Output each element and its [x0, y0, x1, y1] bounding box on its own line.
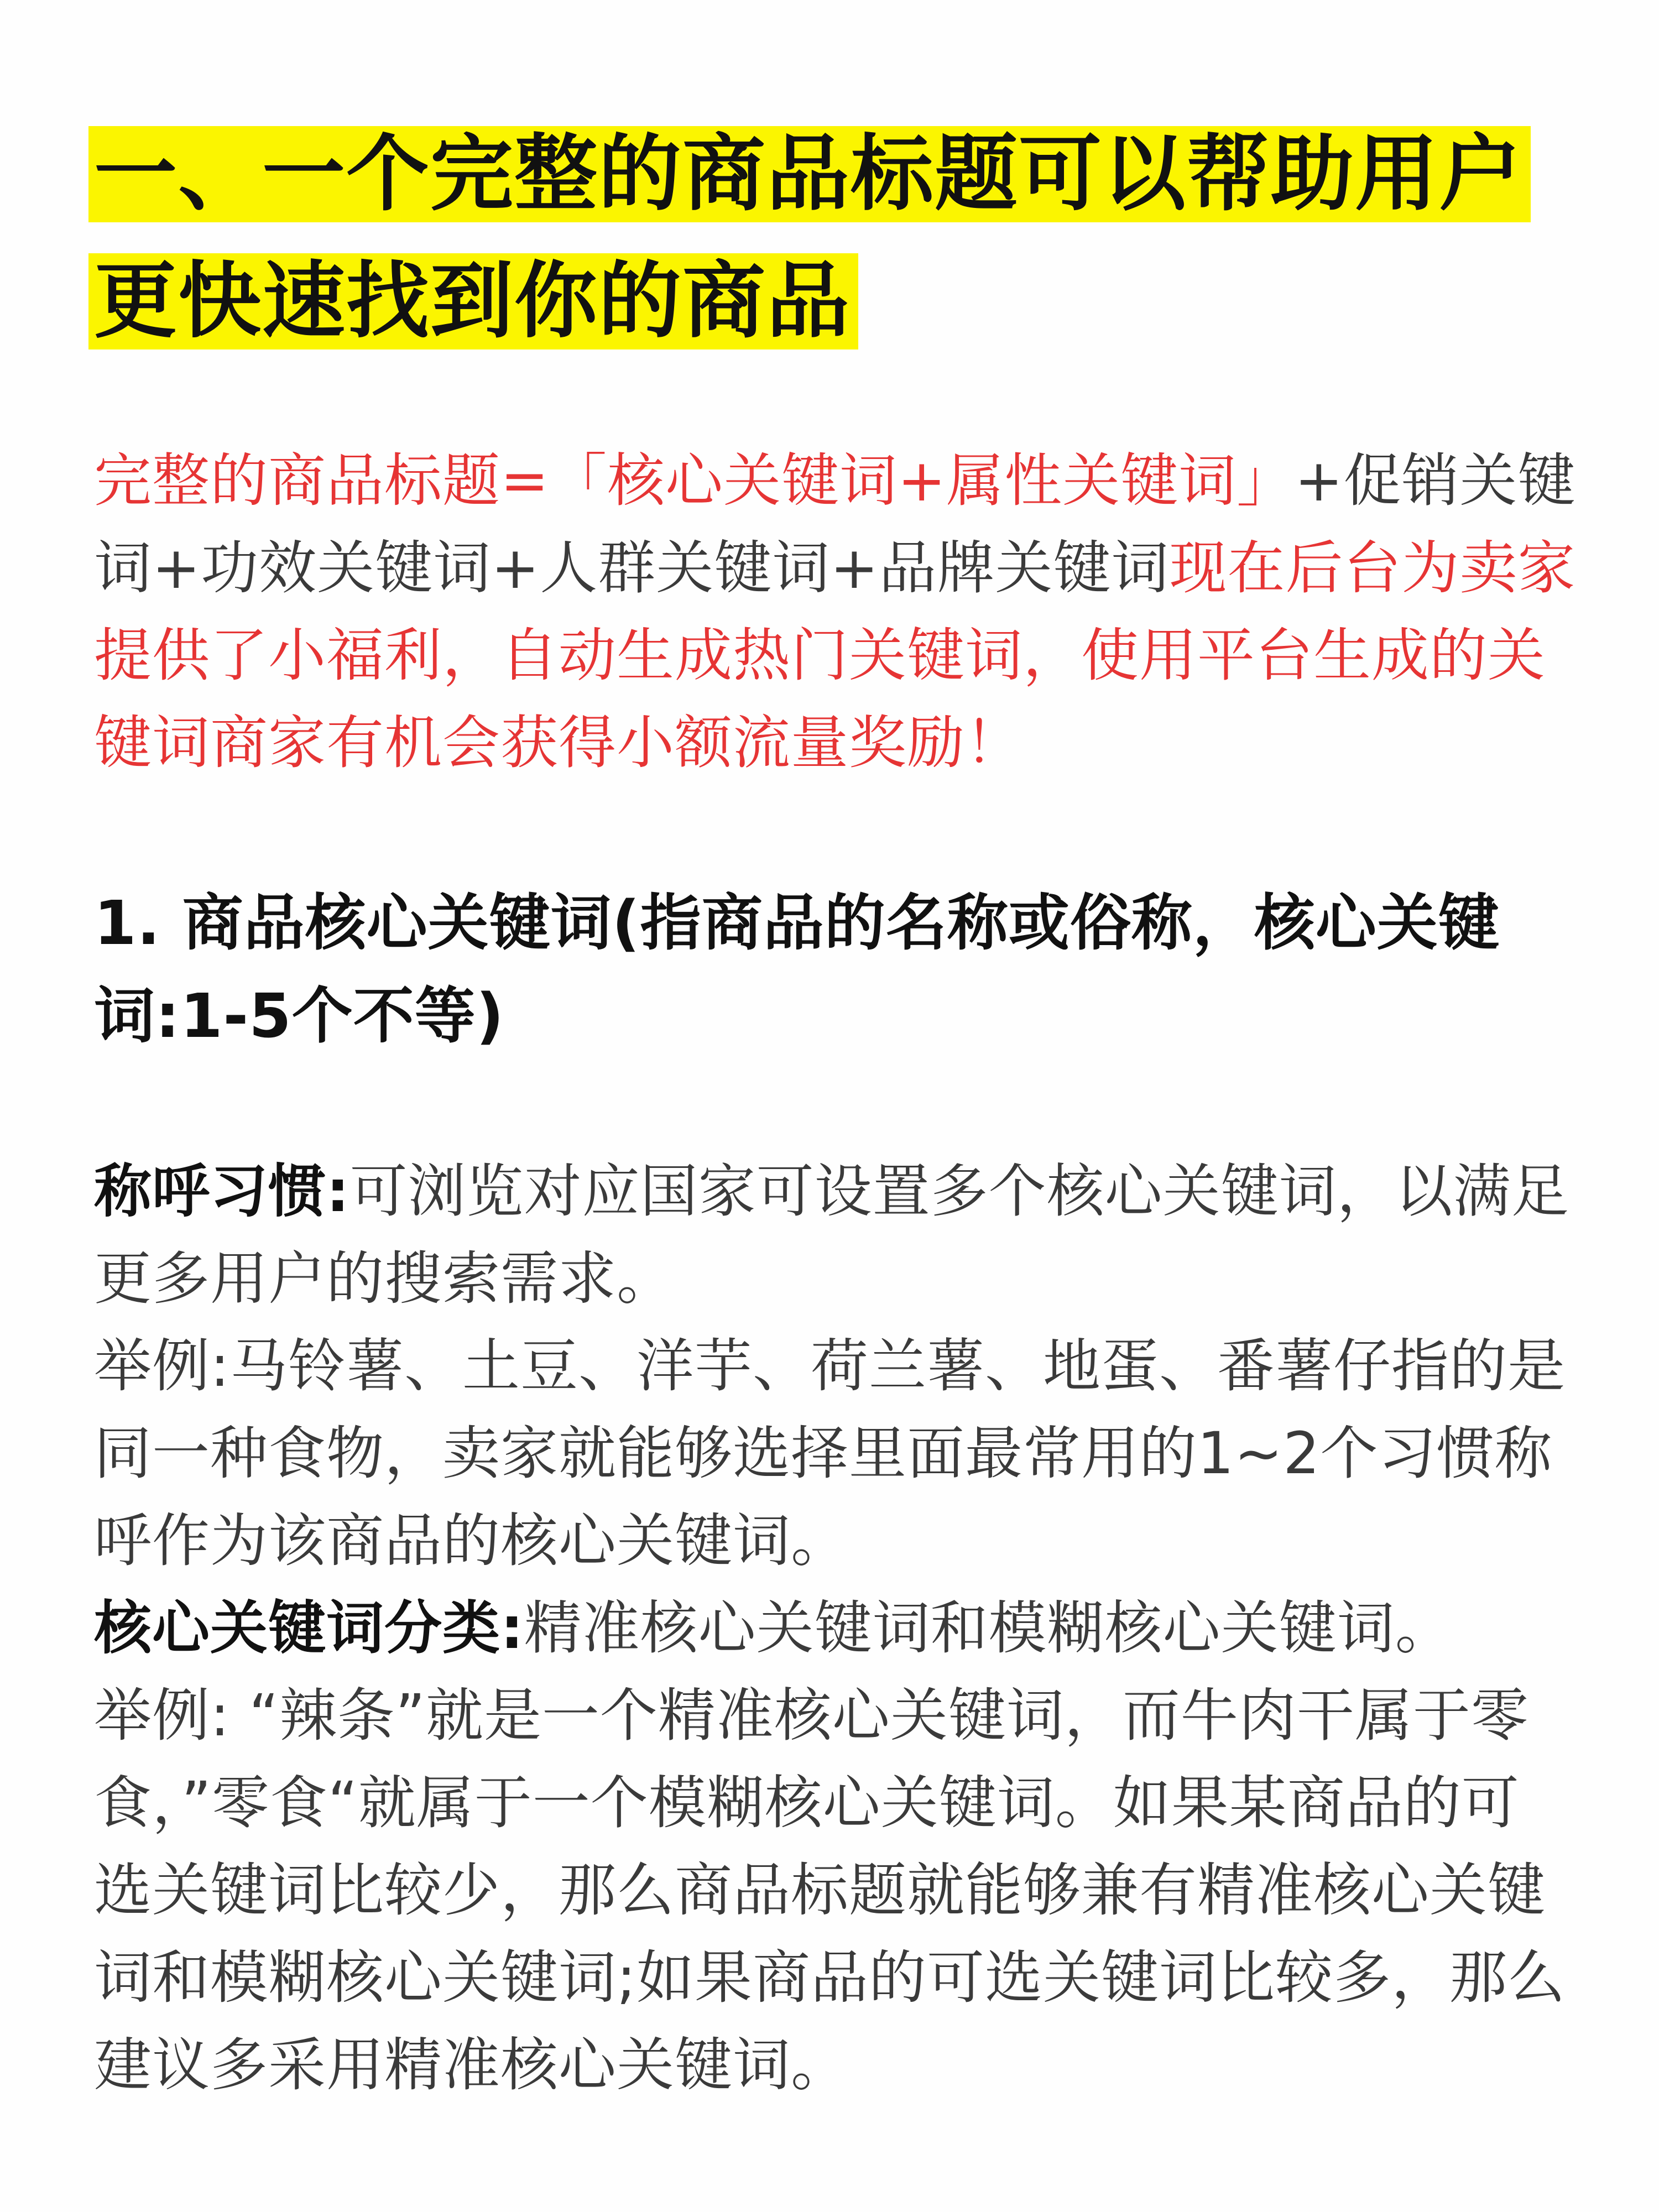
category-label: 核心关键词分类: [94, 1594, 524, 1662]
category-text: 精准核心关键词和模糊核心关键词。 [524, 1594, 1453, 1662]
habit-paragraph [94, 1147, 1576, 1322]
page-heading [88, 111, 1582, 365]
formula-reward-note: 现在后台为卖家提供了小福利，自动生成热门关键词，使用平台生成的关键词商家有机会获得小额流量奖励！ [94, 534, 1576, 776]
title-formula-paragraph [94, 437, 1576, 786]
example-paragraph-1: 举例:马铃薯、土豆、洋芋、荷兰薯、地蛋、番薯仔指的是同一种食物，卖家就能够选择里面最常用的1~2个习惯称呼作为该商品的核心关键词。 [94, 1332, 1566, 1574]
category-paragraph [94, 1584, 1576, 1672]
formula-core-text: 完整的商品标题=「核心关键词+属性关键词」 [94, 447, 1295, 514]
formula-extra-text: +促销关键词+功效关键词+人群关键词+品牌关键词 [94, 447, 1576, 602]
habit-text: 可浏览对应国家可设置多个核心关键词，以满足更多用户的搜索需求。 [94, 1157, 1569, 1312]
habit-label: 称呼习惯: [94, 1157, 350, 1225]
example-paragraph-2: 举例: “辣条”就是一个精准核心关键词，而牛肉干属于零食，”零食“就属于一个模糊核心关键词。如果某商品的可选关键词比较少，那么商品标题就能够兼有精准核心关键词和模糊核心关键词;如果商品的可选关键词比较多，那么建议多采用精准核心关键词。 [94, 1682, 1566, 2099]
section-title-core-keywords: 1. 商品核心关键词(指商品的名称或俗称，核心关键词:1-5个不等) [94, 888, 1500, 1051]
core-keywords-content [94, 1147, 1576, 2109]
heading-highlight: 一、一个完整的商品标题可以帮助用户更快速找到你的商品 [88, 126, 1531, 349]
